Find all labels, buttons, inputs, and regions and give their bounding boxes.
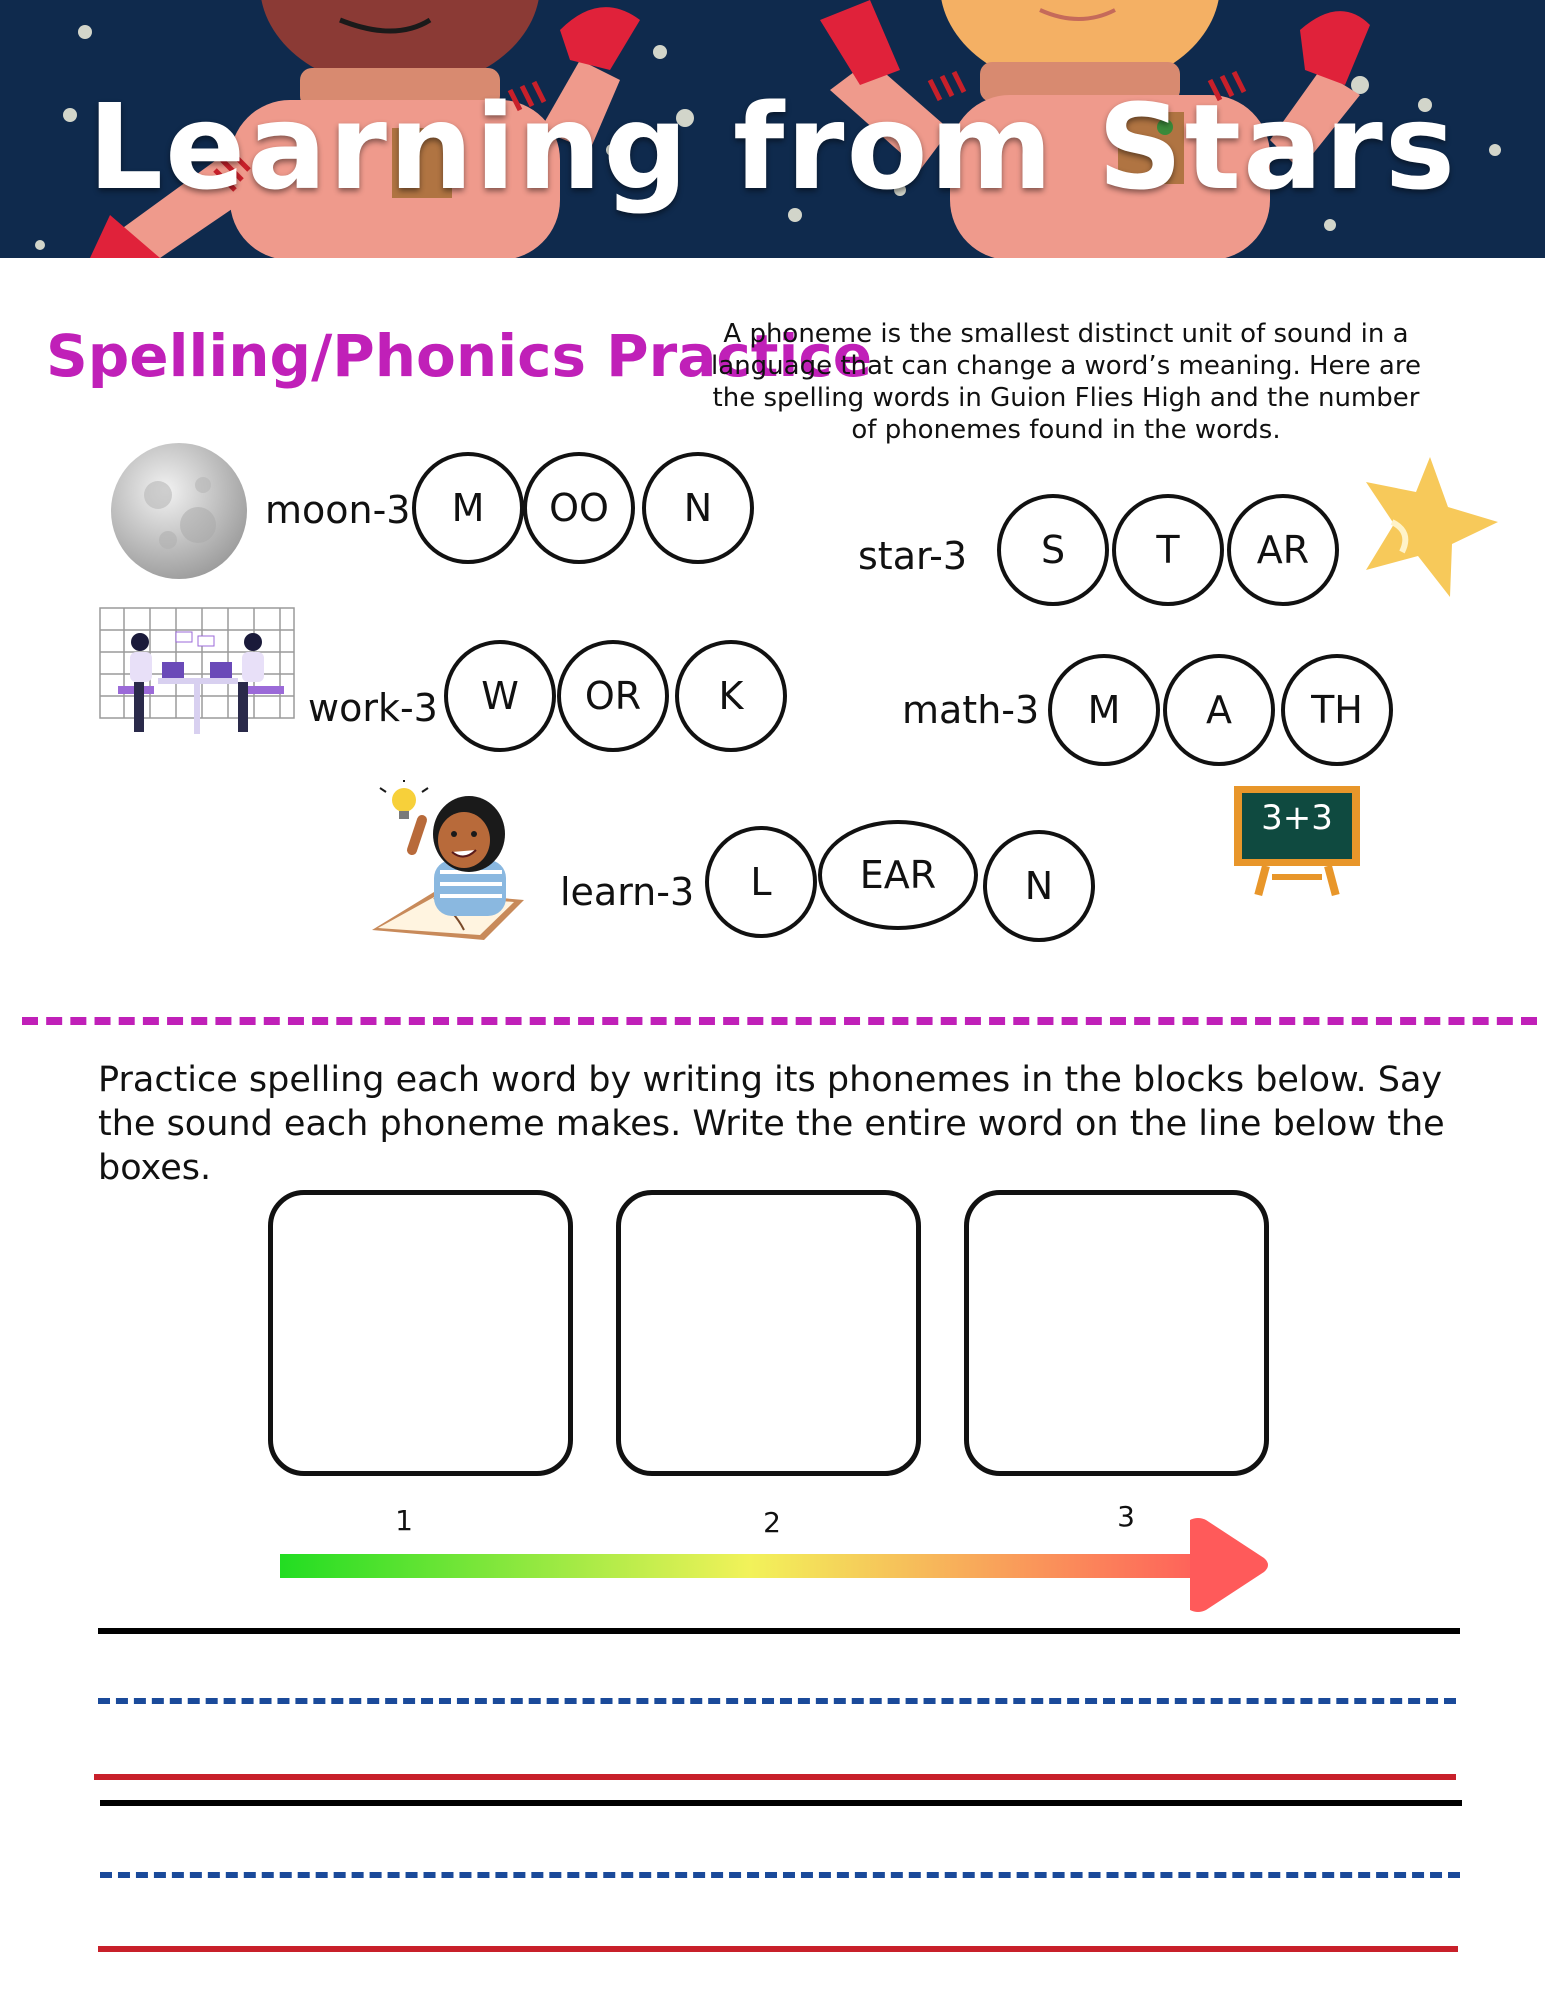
phoneme-bubble: N xyxy=(642,452,754,564)
writing-line-middle xyxy=(98,1698,1456,1704)
writing-line-top[interactable] xyxy=(98,1628,1460,1634)
phoneme-bubble: AR xyxy=(1227,494,1339,606)
phoneme-bubble: EAR xyxy=(818,820,978,930)
word-label-learn: learn-3 xyxy=(560,870,695,914)
phoneme-bubble: OO xyxy=(523,452,635,564)
writing-line-middle xyxy=(100,1872,1460,1878)
phoneme-bubble: W xyxy=(444,640,556,752)
gradient-arrow xyxy=(278,1516,1272,1614)
chalkboard-icon xyxy=(1232,784,1362,900)
box-number-1: 1 xyxy=(395,1504,413,1537)
phoneme-bubble: S xyxy=(997,494,1109,606)
office-workers-icon xyxy=(98,606,296,754)
phoneme-bubble: M xyxy=(412,452,524,564)
phoneme-bubble: TH xyxy=(1281,654,1393,766)
section-divider xyxy=(22,1017,1537,1025)
student-reading-icon xyxy=(364,780,526,942)
star-icon xyxy=(1352,452,1500,600)
word-label-work: work-3 xyxy=(308,686,438,730)
word-label-math: math-3 xyxy=(902,688,1040,732)
phoneme-bubble: L xyxy=(705,826,817,938)
phoneme-bubble: N xyxy=(983,830,1095,942)
practice-instructions: Practice spelling each word by writing its phonemes in the blocks below. Say the sound each phoneme makes. Write the entire word on the line below the boxes. xyxy=(98,1060,1445,1188)
page-title: Learning from Stars xyxy=(87,78,1458,216)
section-title: Spelling/Phonics Practice xyxy=(46,322,873,390)
header-banner xyxy=(0,0,1545,258)
phoneme-definition: A phoneme is the smallest distinct unit of sound in a language that can change a word’s meaning. Here are the spelling words in Guion Flies High and the number of phonemes found in the words. xyxy=(711,319,1421,445)
phoneme-box-3[interactable] xyxy=(964,1190,1269,1476)
box-number-3: 3 xyxy=(1117,1500,1135,1533)
writing-line-base xyxy=(98,1946,1458,1952)
phoneme-bubble: A xyxy=(1163,654,1275,766)
phoneme-bubble: OR xyxy=(557,640,669,752)
word-label-moon: moon-3 xyxy=(265,488,411,532)
phoneme-bubble: M xyxy=(1048,654,1160,766)
phoneme-box-1[interactable] xyxy=(268,1190,573,1476)
word-label-star: star-3 xyxy=(858,534,968,578)
phoneme-bubble: T xyxy=(1112,494,1224,606)
phoneme-box-2[interactable] xyxy=(616,1190,921,1476)
phoneme-bubble: K xyxy=(675,640,787,752)
box-number-2: 2 xyxy=(763,1506,781,1539)
writing-line-top[interactable] xyxy=(100,1800,1462,1806)
moon-icon xyxy=(108,440,250,582)
chalkboard-text: 3+3 xyxy=(1261,798,1333,838)
writing-line-base xyxy=(94,1774,1456,1780)
